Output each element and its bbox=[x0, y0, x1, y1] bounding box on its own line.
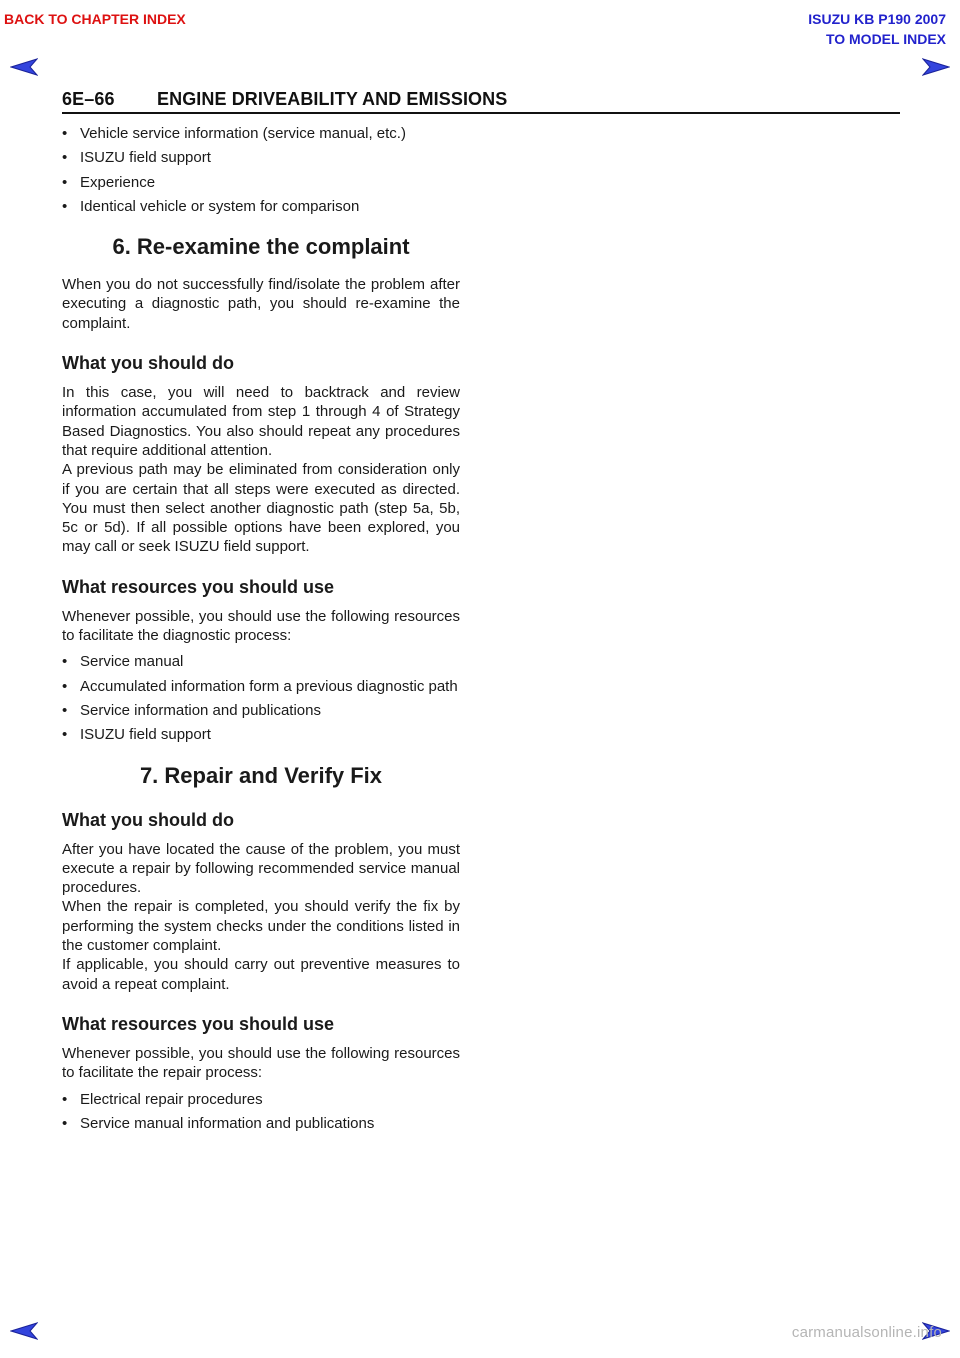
intro-bullet: • Vehicle service information (service manual, etc.) bbox=[62, 124, 460, 143]
page-content bbox=[62, 120, 460, 1138]
resource-bullet: • Service information and publications bbox=[62, 701, 460, 720]
model-title: ISUZU KB P190 2007 bbox=[808, 11, 946, 27]
to-model-index-link[interactable]: TO MODEL INDEX bbox=[825, 31, 946, 47]
page-number: 6E–66 bbox=[62, 89, 115, 109]
section-6-resources-heading: What resources you should use bbox=[62, 576, 335, 597]
resource-bullet: • Service manual bbox=[62, 652, 460, 671]
intro-bullet: • ISUZU field support bbox=[62, 148, 460, 167]
section-7-resources-intro: Whenever possible, you should use the following resources to facilitate the repair process: bbox=[62, 1044, 460, 1082]
previous-page-arrow-icon[interactable] bbox=[10, 1322, 38, 1340]
section-6-what-to-do-heading: What you should do bbox=[62, 353, 234, 374]
section-7-paragraph: If applicable, you should carry out preventive measures to avoid a repeat complaint. bbox=[62, 956, 460, 993]
resource-bullet: • Electrical repair procedures bbox=[62, 1090, 460, 1109]
section-7-what-to-do-heading: What you should do bbox=[62, 809, 234, 830]
watermark: carmanualsonline.info bbox=[791, 1324, 942, 1341]
section-title: ENGINE DRIVEABILITY AND EMISSIONS bbox=[157, 89, 508, 109]
section-6-paragraph: In this case, you will need to backtrack and review information accumulated from step 1 through 4 of Strategy Based Diagnostics. You also should repeat any procedures that require additional attention. bbox=[62, 384, 460, 459]
resource-bullet: • Service manual information and publications bbox=[62, 1114, 460, 1133]
section-6-paragraph: A previous path may be eliminated from consideration only if you are certain that all steps were executed as directed. You must then select another diagnostic path (step 5a, 5b, 5c or 5d). If all possible options have been explored, you may call or seek ISUZU field support. bbox=[62, 461, 460, 556]
resource-bullet: • Accumulated information form a previous diagnostic path bbox=[62, 677, 460, 696]
section-6-resources-intro: Whenever possible, you should use the following resources to facilitate the diagnostic process: bbox=[62, 607, 460, 645]
section-6-heading: 6. Re-examine the complaint bbox=[112, 234, 410, 260]
back-to-chapter-index-link[interactable]: BACK TO CHAPTER INDEX bbox=[4, 11, 186, 27]
intro-bullet: • Identical vehicle or system for comparison bbox=[62, 197, 460, 216]
section-6-intro: When you do not successfully find/isolate the problem after executing a diagnostic path, you should re-examine the complaint. bbox=[62, 276, 460, 332]
previous-page-arrow-icon[interactable] bbox=[10, 58, 38, 76]
section-7-resources-heading: What resources you should use bbox=[62, 1013, 335, 1034]
page-header bbox=[62, 86, 900, 114]
section-7-paragraph: When the repair is completed, you should verify the fix by performing the system checks under the conditions listed in the customer complaint. bbox=[62, 898, 460, 955]
next-page-arrow-icon[interactable] bbox=[922, 58, 950, 76]
intro-bullet: • Experience bbox=[62, 173, 460, 192]
section-7-paragraph: After you have located the cause of the problem, you must execute a repair by following recommended service manual procedures. bbox=[62, 840, 460, 897]
section-7-heading: 7. Repair and Verify Fix bbox=[139, 762, 383, 788]
resource-bullet: • ISUZU field support bbox=[62, 725, 460, 744]
